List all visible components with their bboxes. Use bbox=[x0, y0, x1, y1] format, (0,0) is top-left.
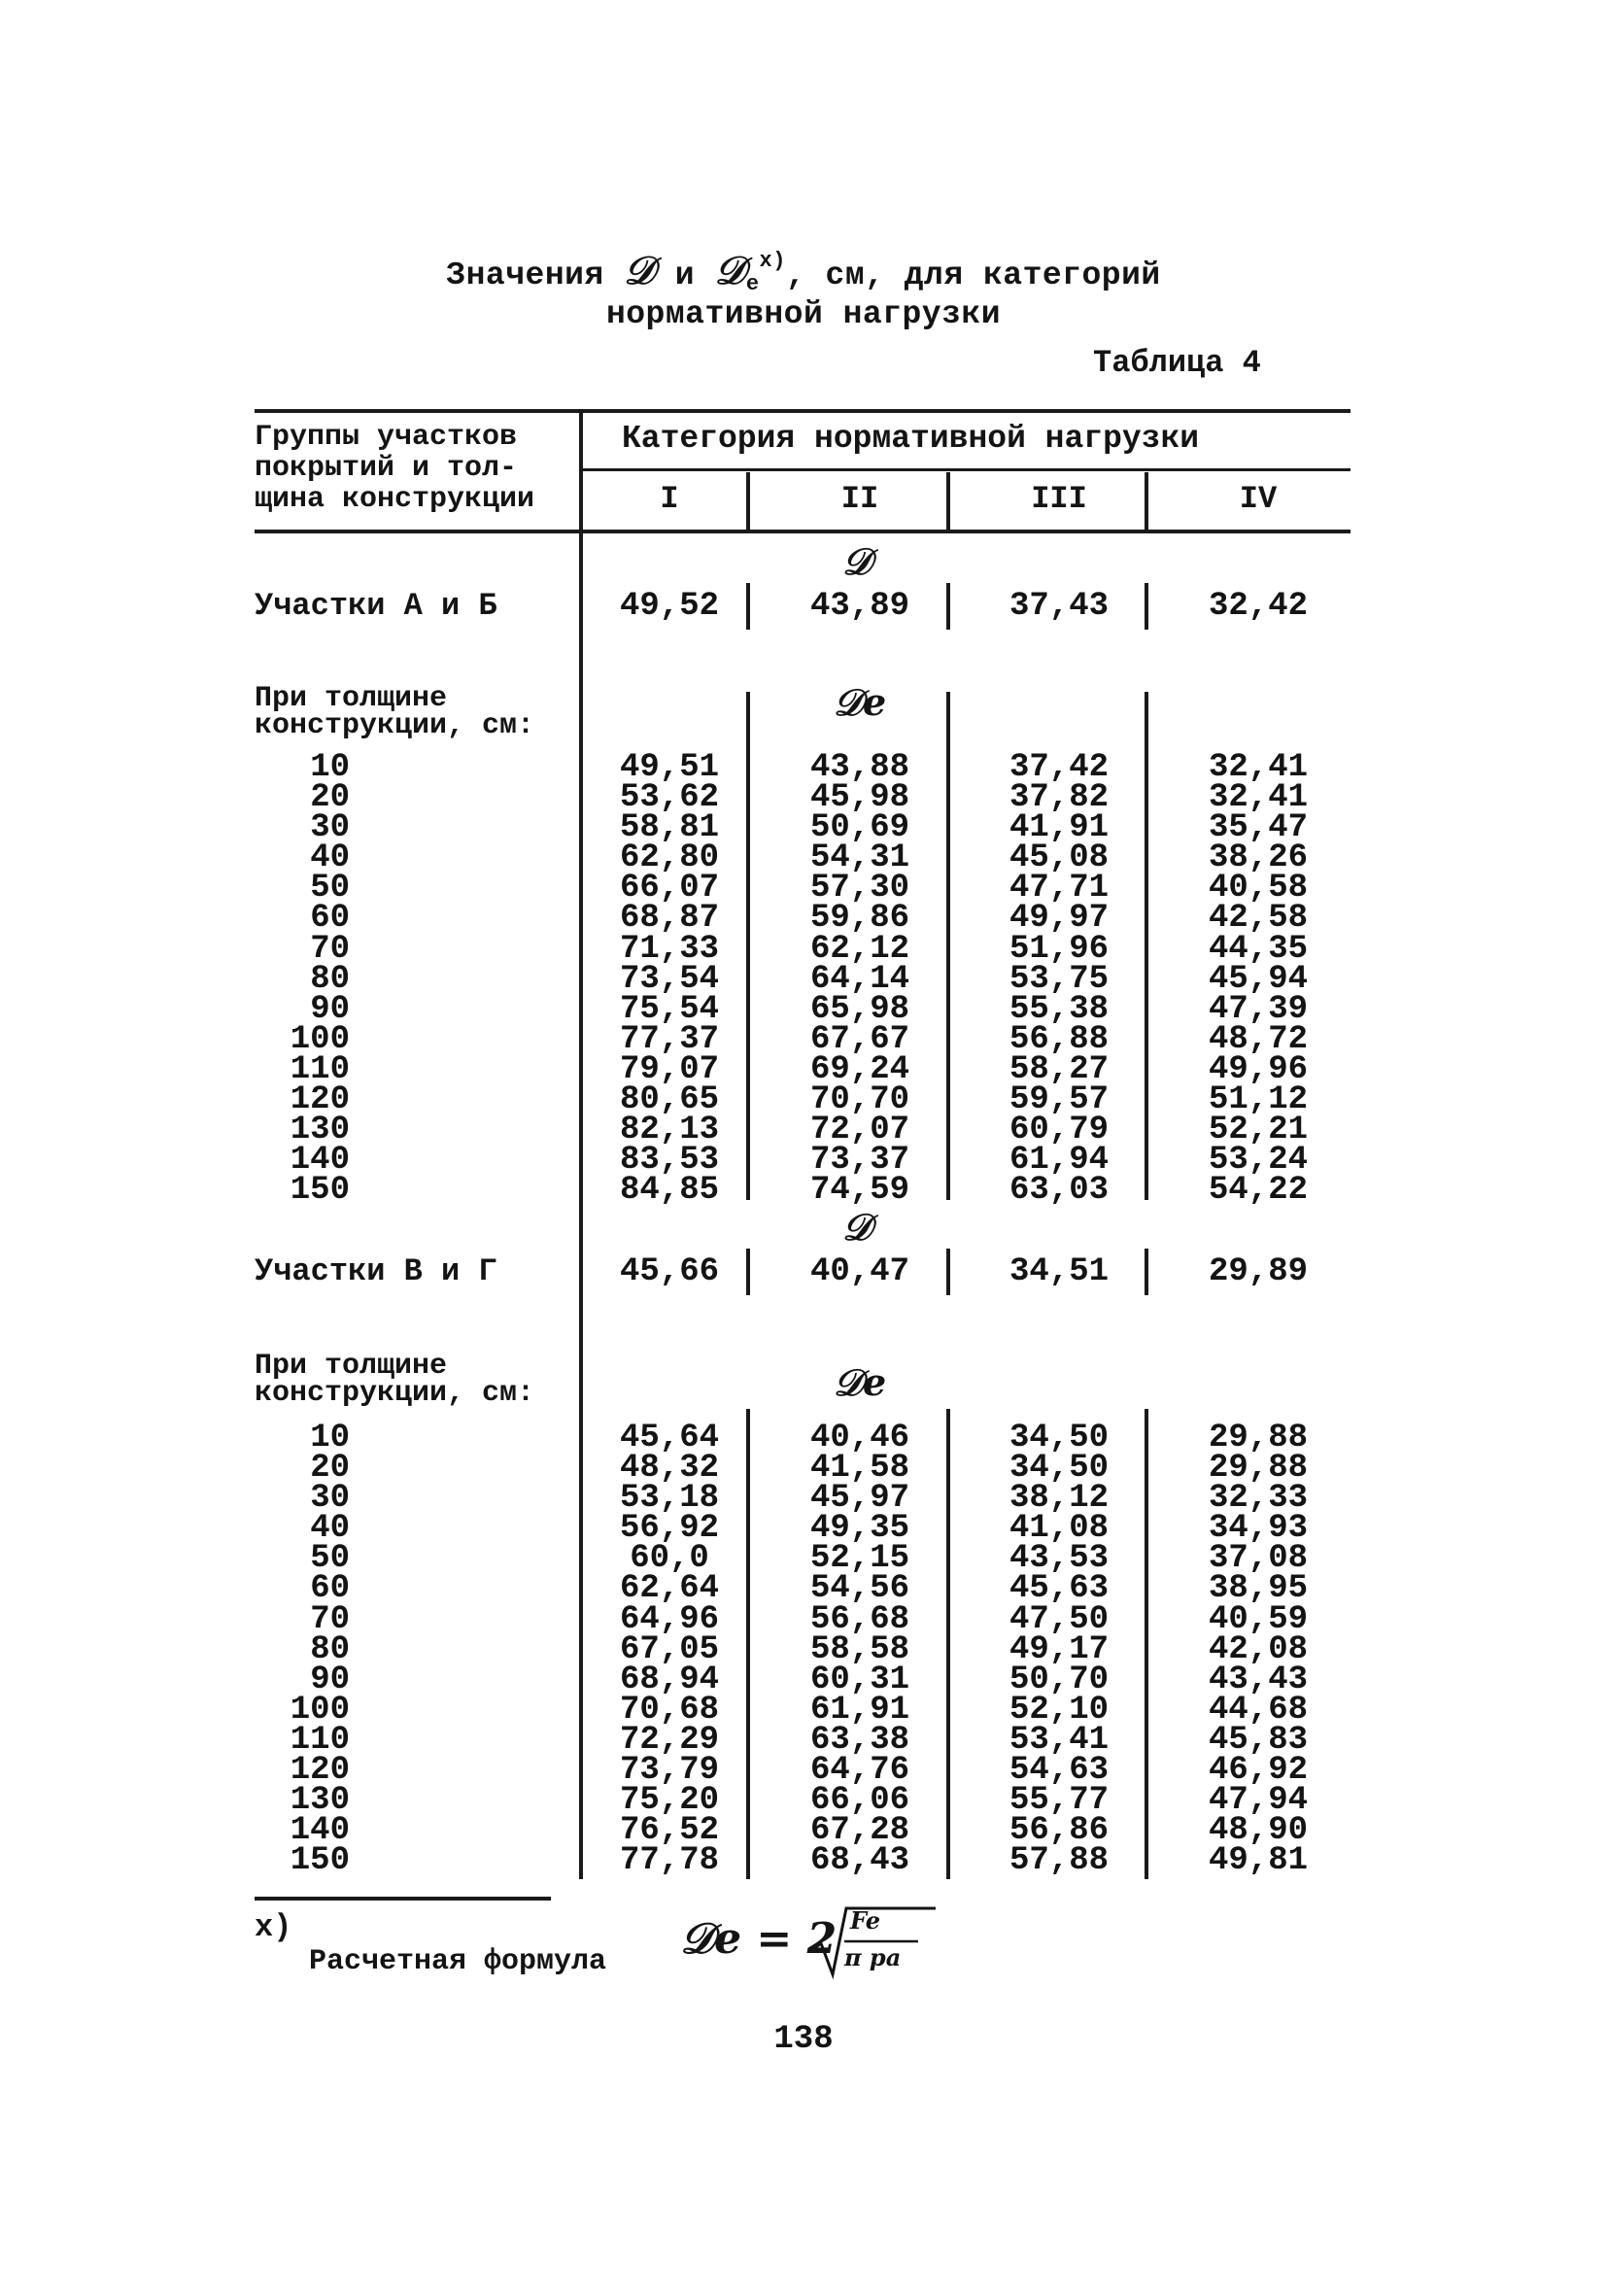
table-cell: 57,88 bbox=[1009, 1842, 1110, 1880]
table-cell: 76,52 bbox=[619, 1812, 720, 1850]
table-cell: 65,98 bbox=[809, 990, 910, 1028]
section-vg-column-i bbox=[601, 1420, 737, 1880]
thickness-cell: 20 bbox=[310, 1450, 350, 1488]
table-cell: 64,96 bbox=[619, 1600, 720, 1638]
table-cell: 34,50 bbox=[1009, 1450, 1110, 1488]
footnote-superscript: x) bbox=[759, 249, 786, 273]
table-cell: 45,98 bbox=[809, 779, 910, 817]
table-cell: 54,31 bbox=[809, 840, 910, 877]
section-vg-thickness-column bbox=[282, 1420, 350, 1880]
section-vg-thickness-label-2: конструкции, см: bbox=[255, 1377, 535, 1410]
table-cell: 66,06 bbox=[809, 1782, 910, 1820]
table-cell: 47,94 bbox=[1208, 1782, 1309, 1820]
table-cell: 75,54 bbox=[619, 990, 720, 1028]
table-cell: 61,94 bbox=[1009, 1142, 1110, 1180]
table-cell: 55,77 bbox=[1009, 1782, 1110, 1820]
section-ab-value-ii: 43,89 bbox=[809, 588, 910, 625]
thickness-cell: 110 bbox=[290, 1050, 350, 1088]
table-cell: 54,56 bbox=[809, 1570, 910, 1608]
section-ab-thickness-label-1: При толщине bbox=[255, 682, 448, 715]
table-cell: 37,82 bbox=[1009, 779, 1110, 817]
table-cell: 49,97 bbox=[1009, 900, 1110, 938]
footnote-rule bbox=[255, 1897, 551, 1901]
section-vg-symbol-d: 𝒟 bbox=[841, 1205, 872, 1249]
section-vg-column-iv bbox=[1190, 1420, 1326, 1880]
table-cell: 35,47 bbox=[1208, 809, 1309, 847]
section-vg-column-iii bbox=[991, 1420, 1127, 1880]
header-bottom-rule bbox=[255, 530, 1351, 533]
table-cell: 32,41 bbox=[1208, 749, 1309, 786]
table-cell: 70,68 bbox=[619, 1691, 720, 1729]
section-ab-value-iv: 32,42 bbox=[1208, 588, 1309, 625]
section-vg-column-ii bbox=[792, 1420, 928, 1880]
table-cell: 50,70 bbox=[1009, 1661, 1110, 1698]
table-cell: 41,08 bbox=[1009, 1510, 1110, 1548]
thickness-cell: 90 bbox=[310, 990, 350, 1028]
category-header: Категория нормативной нагрузки bbox=[622, 421, 1200, 457]
table-cell: 55,38 bbox=[1009, 990, 1110, 1028]
table-cell: 75,20 bbox=[619, 1782, 720, 1820]
table-cell: 32,33 bbox=[1208, 1480, 1309, 1518]
table-cell: 82,13 bbox=[619, 1112, 720, 1149]
table-cell: 51,12 bbox=[1208, 1081, 1309, 1119]
table-cell: 49,51 bbox=[619, 749, 720, 786]
table-cell: 58,27 bbox=[1009, 1050, 1110, 1088]
table-cell: 53,18 bbox=[619, 1480, 720, 1518]
table-cell: 45,63 bbox=[1009, 1570, 1110, 1608]
table-title-line-1 bbox=[0, 248, 1607, 296]
body-separator bbox=[579, 533, 583, 1879]
table-cell: 53,41 bbox=[1009, 1721, 1110, 1759]
table-cell: 73,79 bbox=[619, 1752, 720, 1790]
thickness-cell: 60 bbox=[310, 900, 350, 938]
table-cell: 52,10 bbox=[1009, 1691, 1110, 1729]
row-separator bbox=[746, 1249, 750, 1295]
title-suffix: , см, для категорий bbox=[785, 257, 1161, 293]
table-cell: 67,67 bbox=[809, 1020, 910, 1058]
table-cell: 40,46 bbox=[809, 1420, 910, 1456]
section-vg-value-ii: 40,47 bbox=[809, 1253, 910, 1290]
formula-numerator: Fe bbox=[850, 1906, 880, 1935]
column-separator bbox=[746, 692, 750, 1200]
thickness-cell: 130 bbox=[290, 1782, 350, 1820]
table-cell: 68,43 bbox=[809, 1842, 910, 1880]
thickness-cell: 50 bbox=[310, 870, 350, 908]
table-cell: 54,63 bbox=[1009, 1752, 1110, 1790]
table-cell: 38,95 bbox=[1208, 1570, 1309, 1608]
header-separator bbox=[946, 472, 950, 533]
section-ab-column-iv bbox=[1190, 749, 1326, 1210]
table-cell: 41,91 bbox=[1009, 809, 1110, 847]
thickness-cell: 60 bbox=[310, 1570, 350, 1608]
table-cell: 49,17 bbox=[1009, 1630, 1110, 1668]
title-prefix: Значения bbox=[446, 257, 604, 293]
table-cell: 58,81 bbox=[619, 809, 720, 847]
table-cell: 45,83 bbox=[1208, 1721, 1309, 1759]
table-title-line-2: нормативной нагрузки bbox=[605, 296, 1002, 332]
table-cell: 48,72 bbox=[1208, 1020, 1309, 1058]
table-cell: 70,70 bbox=[809, 1081, 910, 1119]
section-ab-value-iii: 37,43 bbox=[1009, 588, 1110, 625]
section-vg-value-i: 45,66 bbox=[619, 1253, 720, 1290]
category-header-i: I bbox=[660, 481, 679, 517]
header-separator bbox=[746, 472, 750, 533]
row-separator bbox=[1145, 1249, 1148, 1295]
table-cell: 53,24 bbox=[1208, 1142, 1309, 1180]
table-cell: 77,37 bbox=[619, 1020, 720, 1058]
table-cell: 50,69 bbox=[809, 809, 910, 847]
section-vg-value-iv: 29,89 bbox=[1208, 1253, 1309, 1290]
section-ab-column-iii bbox=[991, 749, 1127, 1210]
table-cell: 45,94 bbox=[1208, 960, 1309, 998]
section-ab-label: Участки А и Б bbox=[255, 588, 497, 624]
table-cell: 43,88 bbox=[809, 749, 910, 786]
section-ab-thickness-column bbox=[282, 749, 350, 1210]
section-vg-symbol-de: 𝒟e bbox=[833, 1360, 887, 1404]
table-cell: 62,64 bbox=[619, 1570, 720, 1608]
table-cell: 47,71 bbox=[1009, 870, 1110, 908]
formula-denominator: π pa bbox=[844, 1943, 902, 1971]
table-cell: 56,88 bbox=[1009, 1020, 1110, 1058]
title-conjunction: и bbox=[674, 257, 696, 293]
table-cell: 69,24 bbox=[809, 1050, 910, 1088]
row-separator bbox=[1145, 583, 1148, 630]
table-cell: 72,29 bbox=[619, 1721, 720, 1759]
table-cell: 84,85 bbox=[619, 1172, 720, 1210]
thickness-cell: 30 bbox=[310, 1480, 350, 1518]
table-cell: 58,58 bbox=[809, 1630, 910, 1668]
table-cell: 67,28 bbox=[809, 1812, 910, 1850]
table-cell: 52,21 bbox=[1208, 1112, 1309, 1149]
category-header-iii: III bbox=[1031, 481, 1087, 517]
table-cell: 29,88 bbox=[1208, 1450, 1309, 1488]
table-cell: 63,38 bbox=[809, 1721, 910, 1759]
table-cell: 61,91 bbox=[809, 1691, 910, 1729]
row-separator bbox=[746, 583, 750, 630]
category-header-iv: IV bbox=[1239, 481, 1278, 517]
thickness-cell: 100 bbox=[290, 1691, 350, 1729]
groups-header-line-1: Группы участков bbox=[255, 421, 518, 454]
section-ab-symbol-d: 𝒟 bbox=[841, 539, 872, 583]
table-cell: 46,92 bbox=[1208, 1752, 1309, 1790]
table-cell: 53,75 bbox=[1009, 960, 1110, 998]
table-cell: 64,76 bbox=[809, 1752, 910, 1790]
table-cell: 45,64 bbox=[619, 1420, 720, 1456]
table-cell: 59,86 bbox=[809, 900, 910, 938]
thickness-cell: 50 bbox=[310, 1540, 350, 1578]
table-cell: 43,53 bbox=[1009, 1540, 1110, 1578]
thickness-cell: 120 bbox=[290, 1752, 350, 1790]
table-cell: 52,15 bbox=[809, 1540, 910, 1578]
table-cell: 47,39 bbox=[1208, 990, 1309, 1028]
row-separator bbox=[946, 1249, 950, 1295]
symbol-d: 𝒟 bbox=[624, 248, 656, 293]
table-cell: 34,93 bbox=[1208, 1510, 1309, 1548]
sqrt-radical bbox=[811, 1904, 928, 1972]
table-cell: 40,58 bbox=[1208, 870, 1309, 908]
row-separator bbox=[946, 583, 950, 630]
table-cell: 42,58 bbox=[1208, 900, 1309, 938]
table-cell: 64,14 bbox=[809, 960, 910, 998]
table-cell: 73,54 bbox=[619, 960, 720, 998]
thickness-cell: 70 bbox=[310, 1600, 350, 1638]
section-ab-column-i bbox=[601, 749, 737, 1210]
table-cell: 57,30 bbox=[809, 870, 910, 908]
thickness-cell: 110 bbox=[290, 1721, 350, 1759]
column-separator bbox=[946, 1409, 950, 1879]
thickness-cell: 90 bbox=[310, 1661, 350, 1698]
table-cell: 38,12 bbox=[1009, 1480, 1110, 1518]
table-cell: 83,53 bbox=[619, 1142, 720, 1180]
table-cell: 48,32 bbox=[619, 1450, 720, 1488]
section-ab-symbol-de: 𝒟e bbox=[833, 680, 887, 724]
table-cell: 74,59 bbox=[809, 1172, 910, 1210]
table-cell: 56,86 bbox=[1009, 1812, 1110, 1850]
thickness-cell: 140 bbox=[290, 1142, 350, 1180]
table-cell: 43,43 bbox=[1208, 1661, 1309, 1698]
groups-header-line-2: покрытий и тол- bbox=[255, 452, 518, 485]
table-cell: 38,26 bbox=[1208, 840, 1309, 877]
table-cell: 56,92 bbox=[619, 1510, 720, 1548]
table-cell: 77,78 bbox=[619, 1842, 720, 1880]
table-cell: 60,0 bbox=[630, 1540, 709, 1578]
section-ab-column-ii bbox=[792, 749, 928, 1210]
table-cell: 80,65 bbox=[619, 1081, 720, 1119]
table-cell: 79,07 bbox=[619, 1050, 720, 1088]
header-separator bbox=[579, 413, 583, 533]
table-cell: 29,88 bbox=[1208, 1420, 1309, 1456]
table-cell: 66,07 bbox=[619, 870, 720, 908]
table-cell: 42,08 bbox=[1208, 1630, 1309, 1668]
table-cell: 44,35 bbox=[1208, 930, 1309, 968]
table-cell: 34,50 bbox=[1009, 1420, 1110, 1456]
table-cell: 60,79 bbox=[1009, 1112, 1110, 1149]
table-cell: 45,97 bbox=[809, 1480, 910, 1518]
thickness-cell: 150 bbox=[290, 1172, 350, 1210]
table-cell: 49,96 bbox=[1208, 1050, 1309, 1088]
thickness-cell: 140 bbox=[290, 1812, 350, 1850]
section-ab-thickness-label-2: конструкции, см: bbox=[255, 709, 535, 742]
table-cell: 71,33 bbox=[619, 930, 720, 968]
table-cell: 73,37 bbox=[809, 1142, 910, 1180]
thickness-cell: 70 bbox=[310, 930, 350, 968]
header-separator bbox=[1145, 472, 1148, 533]
section-vg-label: Участки В и Г bbox=[255, 1253, 497, 1289]
table-cell: 41,58 bbox=[809, 1450, 910, 1488]
table-cell: 67,05 bbox=[619, 1630, 720, 1668]
table-cell: 32,41 bbox=[1208, 779, 1309, 817]
table-cell: 49,81 bbox=[1208, 1842, 1309, 1880]
table-top-rule bbox=[255, 409, 1351, 413]
table-cell: 44,68 bbox=[1208, 1691, 1309, 1729]
thickness-cell: 40 bbox=[310, 840, 350, 877]
column-separator bbox=[1145, 1409, 1148, 1879]
section-ab-value-i: 49,52 bbox=[619, 588, 720, 625]
thickness-cell: 80 bbox=[310, 960, 350, 998]
thickness-cell: 80 bbox=[310, 1630, 350, 1668]
thickness-cell: 10 bbox=[310, 749, 350, 786]
table-cell: 40,59 bbox=[1208, 1600, 1309, 1638]
section-vg-thickness-label-1: При толщине bbox=[255, 1350, 448, 1383]
thickness-cell: 30 bbox=[310, 809, 350, 847]
page-number: 138 bbox=[773, 2021, 834, 2058]
thickness-cell: 40 bbox=[310, 1510, 350, 1548]
table-number: Таблица 4 bbox=[1093, 345, 1261, 381]
column-separator bbox=[1145, 692, 1148, 1200]
symbol-de-subscript: e bbox=[745, 272, 760, 296]
table-cell: 62,80 bbox=[619, 840, 720, 877]
table-cell: 59,57 bbox=[1009, 1081, 1110, 1119]
table-cell: 45,08 bbox=[1009, 840, 1110, 877]
table-cell: 53,62 bbox=[619, 779, 720, 817]
header-divider-rule bbox=[583, 468, 1351, 471]
formula-lhs: 𝒟e = 2 bbox=[680, 1914, 838, 1964]
footnote-mark: x) bbox=[255, 1909, 292, 1945]
groups-header-line-3: щина конструкции bbox=[255, 483, 535, 516]
table-cell: 54,22 bbox=[1208, 1172, 1309, 1210]
thickness-cell: 150 bbox=[290, 1842, 350, 1880]
table-cell: 48,90 bbox=[1208, 1812, 1309, 1850]
category-header-ii: II bbox=[840, 481, 879, 517]
thickness-cell: 100 bbox=[290, 1020, 350, 1058]
symbol-de: 𝒟 bbox=[714, 248, 746, 293]
column-separator bbox=[946, 692, 950, 1200]
table-cell: 37,08 bbox=[1208, 1540, 1309, 1578]
table-cell: 60,31 bbox=[809, 1661, 910, 1698]
table-cell: 63,03 bbox=[1009, 1172, 1110, 1210]
footnote-text: Расчетная формула bbox=[309, 1945, 607, 1978]
thickness-cell: 130 bbox=[290, 1112, 350, 1149]
table-cell: 47,50 bbox=[1009, 1600, 1110, 1638]
table-cell: 37,42 bbox=[1009, 749, 1110, 786]
section-vg-value-iii: 34,51 bbox=[1009, 1253, 1110, 1290]
thickness-cell: 10 bbox=[310, 1420, 350, 1456]
table-cell: 68,94 bbox=[619, 1661, 720, 1698]
table-cell: 68,87 bbox=[619, 900, 720, 938]
table-cell: 56,68 bbox=[809, 1600, 910, 1638]
table-cell: 62,12 bbox=[809, 930, 910, 968]
thickness-cell: 20 bbox=[310, 779, 350, 817]
column-separator bbox=[746, 1409, 750, 1879]
thickness-cell: 120 bbox=[290, 1081, 350, 1119]
table-cell: 49,35 bbox=[809, 1510, 910, 1548]
table-cell: 72,07 bbox=[809, 1112, 910, 1149]
table-cell: 51,96 bbox=[1009, 930, 1110, 968]
